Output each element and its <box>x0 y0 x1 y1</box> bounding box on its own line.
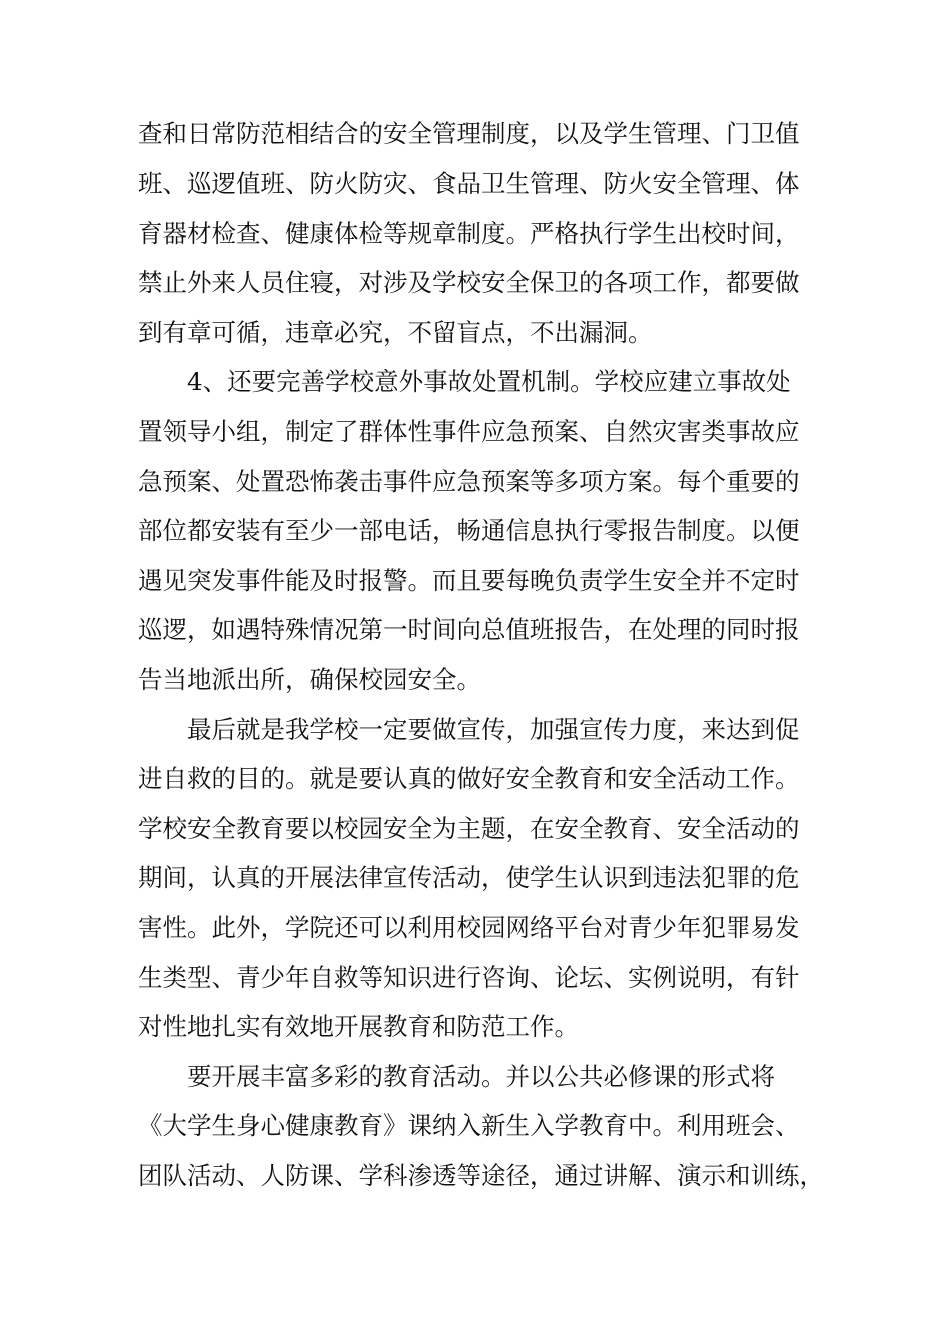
text-line: 生类型、青少年自救等知识进行咨询、论坛、实例说明，有针 <box>138 963 800 992</box>
text-line: 班、巡逻值班、防火防灾、食品卫生管理、防火安全管理、体 <box>138 169 800 198</box>
text-line: 期间，认真的开展法律宣传活动，使学生认识到违法犯罪的危 <box>138 863 800 892</box>
text-line: 团队活动、人防课、学科渗透等途径，通过讲解、演示和训练， <box>138 1161 824 1190</box>
text-line: 禁止外来人员住寝，对涉及学校安全保卫的各项工作，都要做 <box>138 268 800 297</box>
text-line: 部位都安装有至少一部电话，畅通信息执行零报告制度。以便 <box>138 516 800 545</box>
paragraph-first-line: 最后就是我学校一定要做宣传，加强宣传力度，来达到促 <box>187 715 800 744</box>
text-line: 《大学生身心健康教育》课纳入新生入学教育中。利用班会、 <box>138 1111 800 1140</box>
paragraph-first-line: 要开展丰富多彩的教育活动。并以公共必修课的形式将 <box>187 1062 775 1091</box>
text-line: 学校安全教育要以校园安全为主题，在安全教育、安全活动的 <box>138 814 800 843</box>
text-line: 进自救的目的。就是要认真的做好安全教育和安全活动工作。 <box>138 764 800 793</box>
text-line: 遇见突发事件能及时报警。而且要每晚负责学生安全并不定时 <box>138 566 800 595</box>
text-line: 巡逻，如遇特殊情况第一时间向总值班报告，在处理的同时报 <box>138 615 800 644</box>
text-line: 害性。此外，学院还可以利用校园网络平台对青少年犯罪易发 <box>138 913 800 942</box>
paragraph-first-line: 4、还要完善学校意外事故处置机制。学校应建立事故处 <box>187 367 791 396</box>
text-line: 急预案、处置恐怖袭击事件应急预案等多项方案。每个重要的 <box>138 467 800 496</box>
text-line: 育器材检查、健康体检等规章制度。严格执行学生出校时间， <box>138 219 800 248</box>
text-line: 告当地派出所，确保校园安全。 <box>138 665 481 694</box>
text-line: 置领导小组，制定了群体性事件应急预案、自然灾害类事故应 <box>138 417 800 446</box>
text-line: 到有章可循，违章必究，不留盲点，不出漏洞。 <box>138 318 653 347</box>
text-line: 查和日常防范相结合的安全管理制度，以及学生管理、门卫值 <box>138 119 800 148</box>
text-line: 对性地扎实有效地开展教育和防范工作。 <box>138 1012 579 1041</box>
